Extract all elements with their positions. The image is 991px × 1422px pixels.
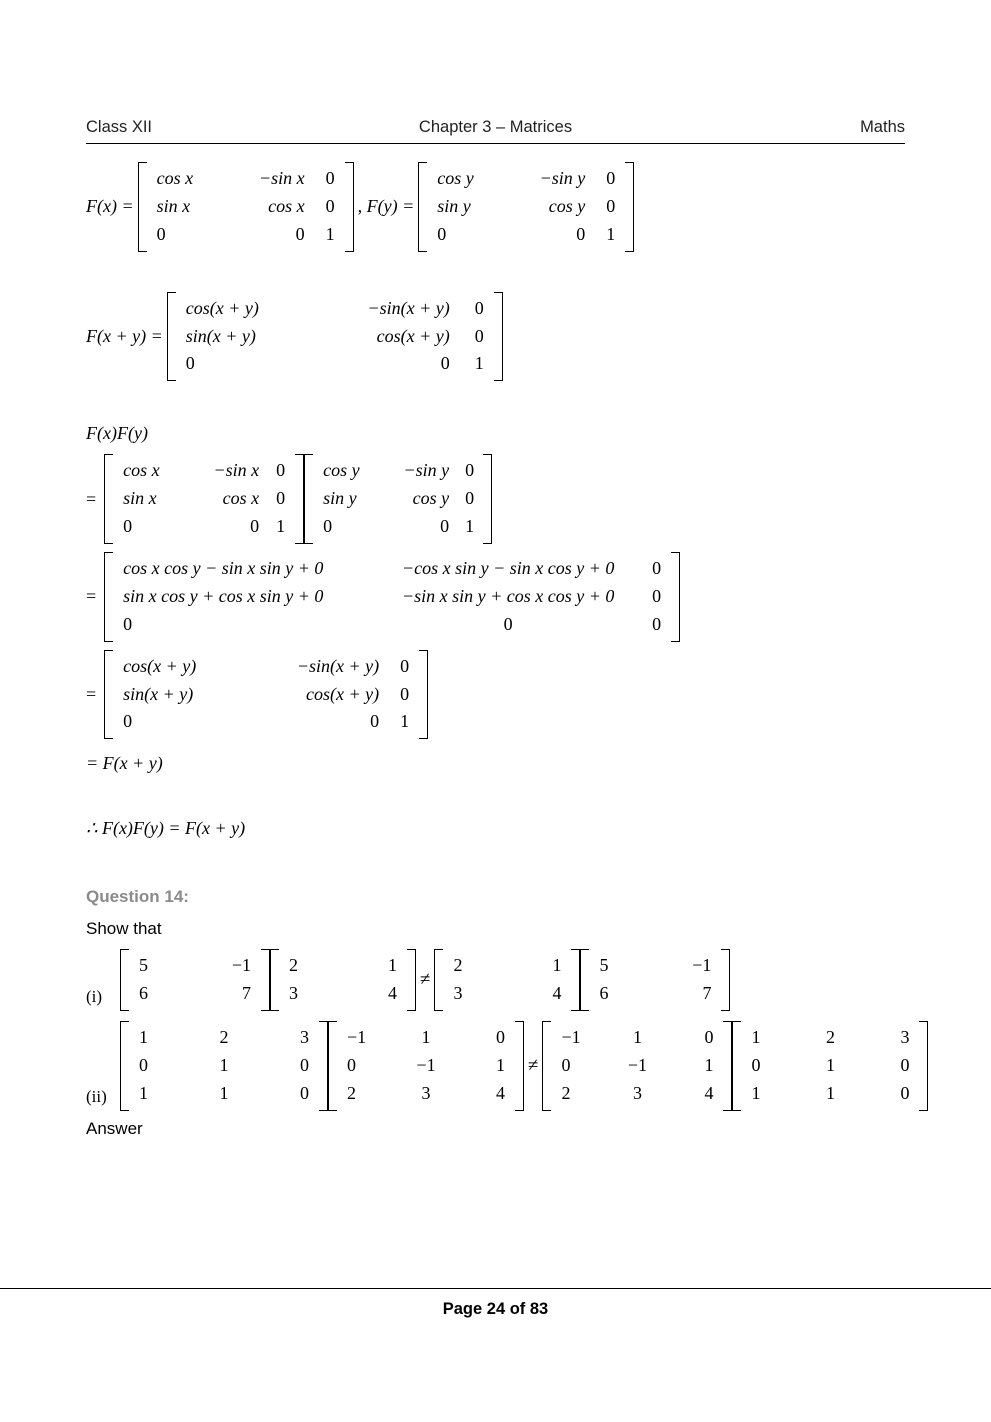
matrix-cells: 5 −1 6 7 <box>139 955 251 1004</box>
bracket-right <box>671 552 680 642</box>
matrix-ii-b <box>328 1021 524 1111</box>
matrix-ii-a <box>120 1021 328 1111</box>
question-prompt: Show that <box>86 919 162 939</box>
equation-step-3 <box>86 650 905 740</box>
question-part-i <box>86 949 905 1011</box>
matrix-cells: −1 1 0 0 −1 1 2 3 4 <box>347 1027 505 1103</box>
matrix-cells: −1 1 0 0 −1 1 2 3 4 <box>561 1027 714 1103</box>
bracket-right <box>571 949 580 1011</box>
bracket-right <box>723 1021 732 1111</box>
matrix-cells: 5 −1 6 7 <box>599 955 712 1004</box>
matrix-ii-c <box>542 1021 732 1111</box>
equation-fxy <box>86 292 905 382</box>
bracket-left <box>580 949 589 1011</box>
product-label: F(x)F(y) <box>86 423 148 444</box>
bracket-left <box>138 162 147 252</box>
bracket-left <box>120 949 129 1011</box>
matrix-ii-d <box>732 1021 928 1111</box>
bracket-right <box>494 292 503 382</box>
footer-divider <box>0 1288 991 1289</box>
matrix-step1-a <box>104 454 304 544</box>
equation-step-2 <box>86 552 905 642</box>
matrix-cells: 1 2 3 0 1 0 1 1 0 <box>139 1027 309 1103</box>
not-equal-sign: ≠ <box>420 969 431 991</box>
equation-step-1 <box>86 454 905 544</box>
bracket-left <box>418 162 427 252</box>
matrix-i-d <box>580 949 730 1011</box>
matrix-i-a <box>120 949 270 1011</box>
matrix-i-b <box>270 949 416 1011</box>
bracket-right <box>483 454 492 544</box>
bracket-right <box>319 1021 328 1111</box>
question-heading: Question 14: <box>86 887 189 907</box>
bracket-right <box>261 949 270 1011</box>
fxy-label: F(x + y) = <box>86 326 163 346</box>
matrix-cells: 2 1 3 4 <box>289 955 397 1004</box>
matrix-step1-b <box>304 454 492 544</box>
part-i-label: (i) <box>86 987 103 1007</box>
answer-label: Answer <box>86 1118 143 1138</box>
conclusion: ∴ F(x)F(y) = F(x + y) <box>86 818 246 839</box>
bracket-left <box>328 1021 337 1111</box>
bracket-left <box>304 454 313 544</box>
header-class: Class XII <box>86 118 153 136</box>
bracket-right <box>295 454 304 544</box>
bracket-left <box>120 1021 129 1111</box>
page-number: Page 24 of 83 <box>442 1300 549 1318</box>
bracket-left <box>167 292 176 382</box>
part-ii-label: (ii) <box>86 1086 107 1106</box>
bracket-left <box>104 454 113 544</box>
equals-sign: = <box>86 488 97 509</box>
not-equal-sign: ≠ <box>528 1054 539 1076</box>
bracket-left <box>270 949 279 1011</box>
page-header <box>86 0 905 137</box>
bracket-right <box>515 1021 524 1111</box>
matrix-cells: cos x −sin x 0 sin x cos x 0 0 0 1 <box>156 168 335 244</box>
bracket-right <box>919 1021 928 1111</box>
bracket-right <box>419 650 428 740</box>
equation-step-4: = F(x + y) <box>86 753 163 774</box>
matrix-step2 <box>104 552 680 642</box>
header-divider <box>86 143 905 144</box>
bracket-right <box>407 949 416 1011</box>
matrix-cells: cos x cos y − sin x sin y + 0 −cos x sin y − sin x cos y + 0 0 sin x cos y + cos x sin y + 0 −sin x sin y + cos x cos y + 0 0 0 0 0 <box>123 558 662 634</box>
bracket-right <box>345 162 354 252</box>
matrix-fxy <box>167 292 503 382</box>
header-subject: Maths <box>860 118 905 136</box>
fx-label: F(x) = <box>86 196 134 217</box>
equals-sign: = <box>86 586 97 607</box>
question-part-ii <box>86 1021 910 1111</box>
matrix-cells: cos y −sin y 0 sin y cos y 0 0 0 1 <box>323 460 475 537</box>
matrix-step3 <box>104 650 428 740</box>
bracket-left <box>104 552 113 642</box>
bracket-left <box>732 1021 741 1111</box>
fy-label: , F(y) = <box>357 196 415 217</box>
matrix-i-c <box>434 949 580 1011</box>
bracket-right <box>625 162 634 252</box>
equation-fx-fy <box>86 162 905 252</box>
matrix-fx <box>138 162 354 252</box>
matrix-fy <box>418 162 634 252</box>
bracket-left <box>434 949 443 1011</box>
matrix-cells: cos(x + y) −sin(x + y) 0 sin(x + y) cos(x + y) 0 0 0 1 <box>185 297 484 374</box>
bracket-left <box>542 1021 551 1111</box>
header-chapter: Chapter 3 – Matrices <box>418 118 573 136</box>
bracket-left <box>104 650 113 740</box>
matrix-cells: 1 2 3 0 1 0 1 1 0 <box>751 1027 910 1103</box>
bracket-right <box>721 949 730 1011</box>
matrix-cells: cos(x + y) −sin(x + y) 0 sin(x + y) cos(x + y) 0 0 0 1 <box>123 655 410 732</box>
matrix-cells: cos y −sin y 0 sin y cos y 0 0 0 1 <box>437 168 616 244</box>
equals-sign: = <box>86 684 97 705</box>
matrix-cells: 2 1 3 4 <box>453 955 562 1004</box>
matrix-cells: cos x −sin x 0 sin x cos x 0 0 0 1 <box>123 460 286 537</box>
